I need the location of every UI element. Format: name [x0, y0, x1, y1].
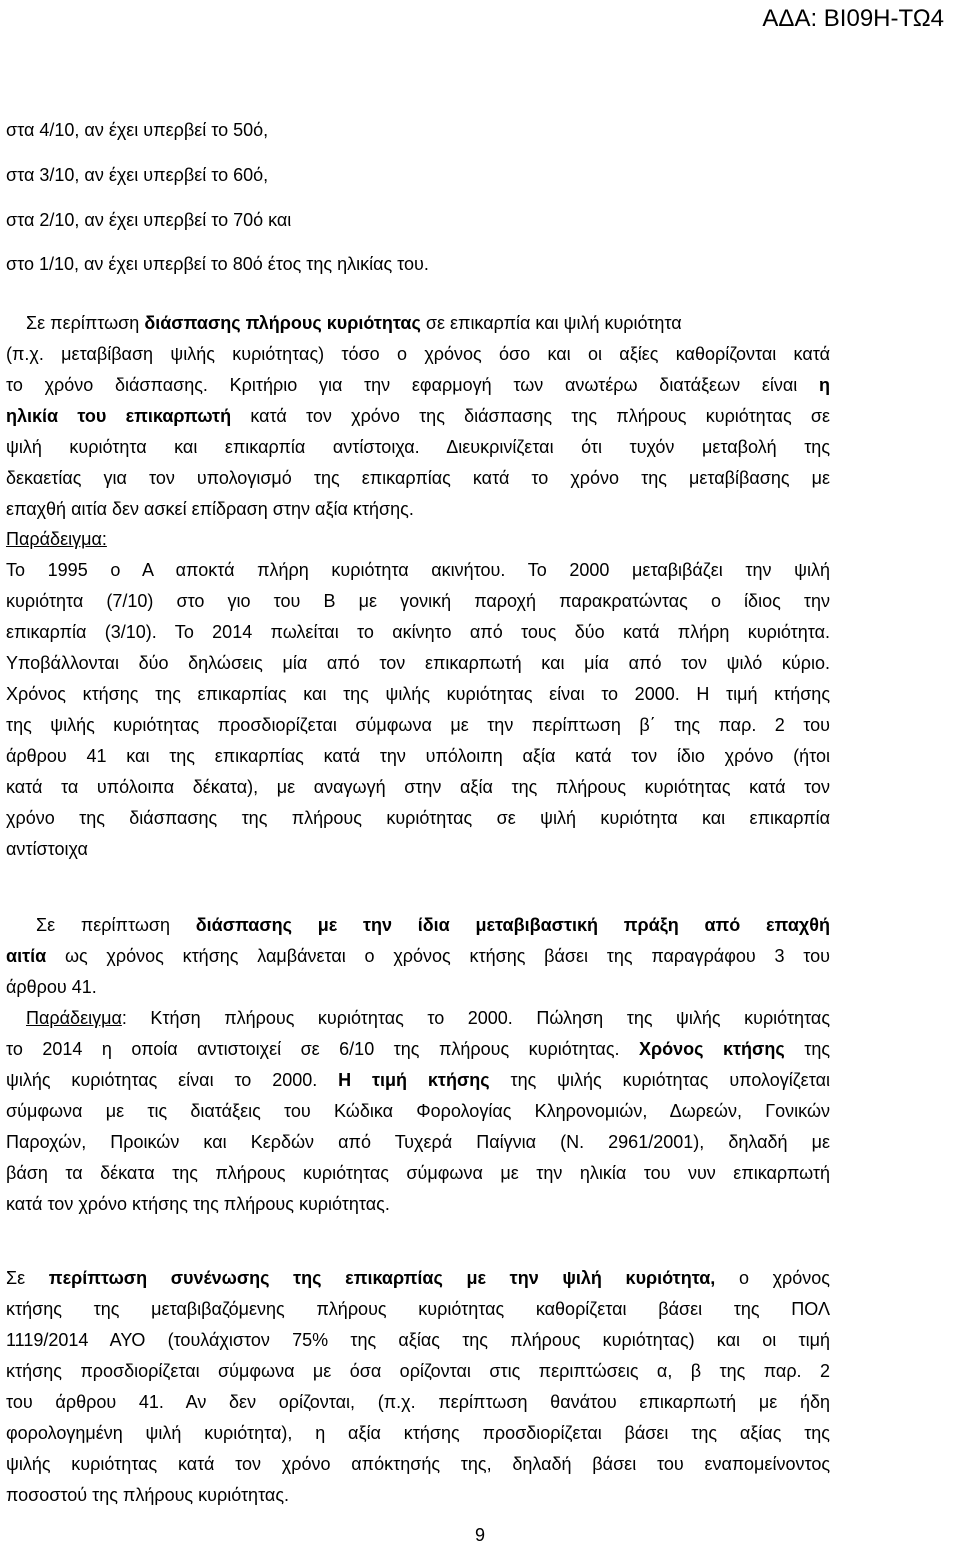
text-line: Σε περίπτωση συνένωσης της επικαρπίας με την ψιλή κυριότητα, ο χρόνος: [6, 1268, 830, 1288]
text-line: κτήσης της μεταβιβαζόμενης πλήρους κυριότητας καθορίζεται βάσει της ΠΟΛ: [6, 1299, 830, 1319]
text-line: δεκαετίας για τον υπολογισμό της επικαρπίας κατά το χρόνο της μεταβίβασης με: [6, 468, 830, 488]
text-line: επαχθή αιτία δεν ασκεί επίδραση στην αξία κτήσης.: [6, 499, 414, 519]
text-line: (π.χ. μεταβίβαση ψιλής κυριότητας) τόσο ο χρόνος όσο και οι αξίες καθορίζονται κατά: [6, 344, 830, 364]
text-line: Το 1995 ο Α αποκτά πλήρη κυριότητα ακινήτου. Το 2000 μεταβιβάζει την ψιλή: [6, 560, 830, 580]
text-line: στα 3/10, αν έχει υπερβεί το 60ό,: [6, 165, 269, 185]
text-line: αιτία ως χρόνος κτήσης λαμβάνεται ο χρόνος κτήσης βάσει της παραγράφου 3 του: [6, 946, 830, 966]
text-line: Υποβάλλονται δύο δηλώσεις μία από τον επικαρπωτή και μία από τον ψιλό κύριο.: [6, 653, 830, 673]
text-line: Σε περίπτωση διάσπασης με την ίδια μεταβιβαστική πράξη από επαχθή: [36, 915, 830, 935]
text-line: το χρόνο διάσπασης. Κριτήριο για την εφαρμογή των ανωτέρω διατάξεων είναι η: [6, 375, 830, 395]
text-line: 1119/2014 ΑΥΟ (τουλάχιστον 75% της αξίας της πλήρους κυριότητας) και οι τιμή: [6, 1330, 830, 1350]
example-heading: Παράδειγμα:: [6, 529, 107, 549]
page-number: 9: [474, 1525, 485, 1545]
text-line: του άρθρου 41. Αν δεν ορίζονται, (π.χ. περίπτωση θανάτου επικαρπωτή με ήδη: [6, 1392, 830, 1412]
text-line: Παροχών, Προικών και Κερδών από Τυχερά Παίγνια (Ν. 2961/2001), δηλαδή με: [6, 1132, 830, 1152]
text-line: βάση τα δέκατα της πλήρους κυριότητας σύμφωνα με την ηλικία του νυν επικαρπωτή: [6, 1163, 830, 1183]
text-line: στο 1/10, αν έχει υπερβεί το 80ό έτος της ηλικίας του.: [6, 254, 429, 274]
text-line: άρθρου 41.: [6, 977, 97, 997]
text-line: ψιλής κυριότητας είναι το 2000. Η τιμή κτήσης της ψιλής κυριότητας υπολογίζεται: [6, 1070, 830, 1090]
text-line: φορολογημένη ψιλή κυριότητα), η αξία κτήσης προσδιορίζεται βάσει της αξίας της: [6, 1423, 830, 1443]
text-line: ψιλή κυριότητα και επικαρπία αντίστοιχα. Διευκρινίζεται ότι τυχόν μεταβολή της: [6, 437, 830, 457]
text-line: της ψιλής κυριότητας προσδιορίζεται σύμφωνα με την περίπτωση β΄ της παρ. 2 του: [6, 715, 830, 735]
text-line: Παράδειγμα: Κτήση πλήρους κυριότητας το 2000. Πώληση της ψιλής κυριότητας: [26, 1008, 830, 1028]
text-line: στα 4/10, αν έχει υπερβεί το 50ό,: [6, 120, 269, 140]
text-line: αντίστοιχα: [6, 839, 88, 859]
text-line: χρόνο της διάσπασης της πλήρους κυριότητας σε ψιλή κυριότητα και επικαρπία: [6, 808, 830, 828]
document-code-header: ΑΔΑ: ΒΙ09Η-ΤΩ4: [762, 5, 944, 32]
text-line: επικαρπία (3/10). Το 2014 πωλείται το ακίνητο από τους δύο κατά πλήρη κυριότητα.: [6, 622, 830, 642]
text-line: το 2014 η οποία αντιστοιχεί σε 6/10 της πλήρους κυριότητας. Χρόνος κτήσης της: [6, 1039, 830, 1059]
text-line: Χρόνος κτήσης της επικαρπίας και της ψιλής κυριότητας είναι το 2000. Η τιμή κτήσης: [6, 684, 830, 704]
text-line: Σε περίπτωση διάσπασης πλήρους κυριότητας σε επικαρπία και ψιλή κυριότητα: [26, 313, 682, 333]
text-line: κατά τον χρόνο κτήσης της πλήρους κυριότητας.: [6, 1194, 390, 1214]
text-line: ψιλής κυριότητας κατά τον χρόνο απόκτησής της, δηλαδή βάσει του εναπομείνοντος: [6, 1454, 830, 1474]
text-line: ποσοστού της πλήρους κυριότητας.: [6, 1485, 290, 1505]
text-line: κατά τα υπόλοιπα δέκατα), με αναγωγή στην αξία της πλήρους κυριότητας κατά τον: [6, 777, 830, 797]
text-line: στα 2/10, αν έχει υπερβεί το 70ό και: [6, 210, 292, 230]
text-line: άρθρου 41 και της επικαρπίας κατά την υπόλοιπη αξία κατά τον ίδιο χρόνο (ήτοι: [6, 746, 830, 766]
text-line: ηλικία του επικαρπωτή κατά τον χρόνο της διάσπασης της πλήρους κυριότητας σε: [6, 406, 830, 426]
text-line: κυριότητα (7/10) στο γιο του Β με γονική παροχή παρακρατώντας ο ίδιος την: [6, 591, 830, 611]
text-line: σύμφωνα με τις διατάξεις του Κώδικα Φορολογίας Κληρονομιών, Δωρεών, Γονικών: [6, 1101, 830, 1121]
text-line: κτήσης προσδιορίζεται σύμφωνα με όσα ορίζονται στις περιπτώσεις α, β της παρ. 2: [6, 1361, 830, 1381]
